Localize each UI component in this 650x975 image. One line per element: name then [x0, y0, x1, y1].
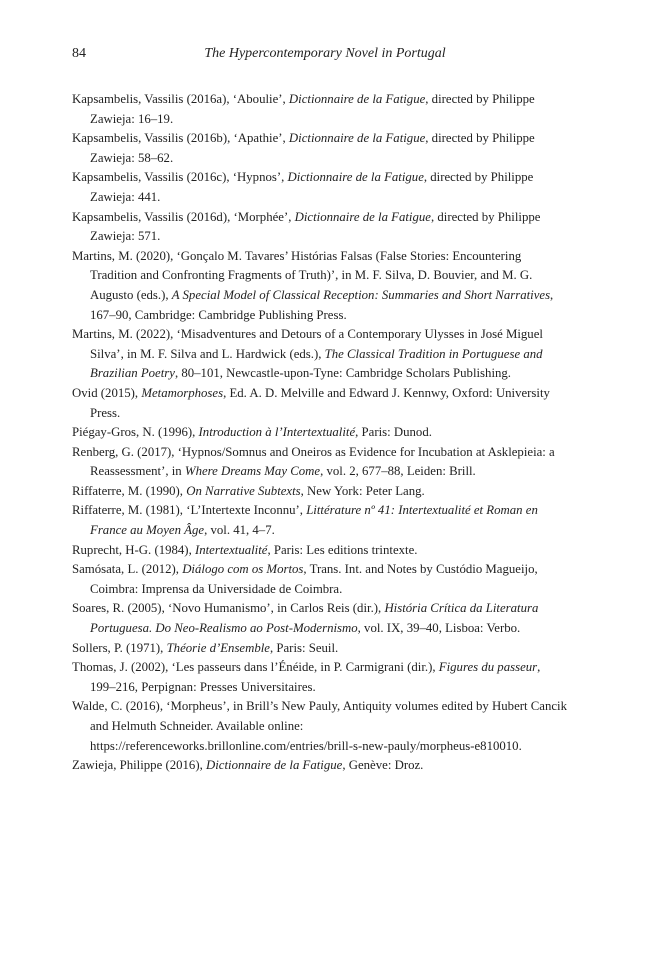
reference-list: [72, 90, 568, 776]
reference-title: On Narrative Subtexts: [186, 483, 301, 498]
running-header: The Hypercontemporary Novel in Portugal: [204, 46, 446, 61]
reference-entry: [72, 639, 568, 659]
reference-text: , vol. 2, 677–88, Leiden: Brill.: [320, 464, 476, 479]
reference-text: , vol. IX, 39–40, Lisboa: Verbo.: [357, 621, 521, 636]
reference-title: Metamorphoses: [141, 385, 224, 400]
reference-entry: [72, 501, 568, 540]
reference-text: Piégay-Gros, N. (1996),: [72, 425, 199, 440]
reference-text: Ruprecht, H-G. (1984),: [72, 542, 195, 557]
reference-text: , directed by Philippe Zawieja: 16–19.: [90, 92, 535, 126]
reference-title: Dictionnaire de la Fatigue: [294, 209, 431, 224]
reference-text: , Paris: Les editions trintexte.: [267, 542, 418, 557]
reference-text: Kapsambelis, Vassilis (2016b), ‘Apathie’,: [72, 131, 289, 146]
page-number: 84: [72, 46, 86, 61]
reference-entry: [72, 599, 568, 638]
reference-text: , directed by Philippe Zawieja: 441.: [90, 170, 534, 204]
reference-text: Walde, C. (2016), ‘Morpheus’, in Brill’s New Pauly, Antiquity volumes edited by Hubert Cancik and Helmuth Schneider. Available online: https://referenceworks.brillonline.com/entries/brill-s-new-pauly/morpheus-e810010.: [72, 699, 568, 753]
reference-entry: [72, 541, 568, 561]
reference-title: Diálogo com os Mortos: [182, 562, 304, 577]
reference-text: Ovid (2015),: [72, 385, 142, 400]
reference-text: , Paris: Seuil.: [269, 640, 339, 655]
reference-title: Dictionnaire de la Fatigue: [288, 131, 426, 146]
reference-text: Zawieja, Philippe (2016),: [72, 758, 206, 773]
reference-entry: [72, 560, 568, 599]
reference-title: Where Dreams May Come: [184, 464, 321, 479]
reference-text: Martins, M. (2020), ‘Gonçalo M. Tavares’ Histórias Falsas (False Stories: Encountering Tradition and Confronting Fragments of Truth)’, in M. F. Silva, D. Bouvier, and M. G. Augusto (eds.),: [72, 248, 533, 302]
reference-entry: [72, 208, 568, 247]
reference-text: Kapsambelis, Vassilis (2016a), ‘Aboulie’,: [72, 92, 289, 106]
reference-text: Soares, R. (2005), ‘Novo Humanismo’, in Carlos Reis (dir.),: [72, 601, 385, 616]
reference-text: , 199–216, Perpignan: Presses Universitaires.: [90, 660, 541, 694]
reference-entry: [72, 443, 568, 482]
reference-title: Figures du passeur: [438, 660, 538, 675]
reference-entry: [72, 384, 568, 423]
reference-title: Intertextualité: [194, 542, 268, 557]
reference-text: , Genève: Droz.: [342, 758, 424, 773]
reference-text: , 167–90, Cambridge: Cambridge Publishing Press.: [90, 287, 554, 322]
reference-text: , 80–101, Newcastle-upon-Tyne: Cambridge Scholars Publishing.: [174, 366, 511, 381]
reference-title: A Special Model of Classical Reception: Summaries and Short Narratives: [171, 287, 551, 302]
reference-text: Kapsambelis, Vassilis (2016d), ‘Morphée’,: [72, 209, 295, 224]
reference-text: , directed by Philippe Zawieja: 58–62.: [90, 131, 535, 165]
reference-title: Dictionnaire de la Fatigue: [287, 170, 424, 185]
reference-text: , New York: Peter Lang.: [300, 483, 425, 498]
reference-title: Dictionnaire de la Fatigue: [288, 92, 426, 106]
reference-title: História Crítica da Literatura Portuguesa. Do Neo-Realismo ao Post-Modernismo: [90, 601, 539, 636]
reference-title: Théorie d’Ensemble: [166, 640, 270, 655]
reference-text: Samósata, L. (2012),: [72, 562, 183, 577]
reference-entry: [72, 325, 568, 384]
reference-text: Martins, M. (2022), ‘Misadventures and Detours of a Contemporary Ulysses in José Miguel Silva’, in M. F. Silva and L. Hardwick (eds.),: [72, 327, 543, 361]
reference-entry: [72, 168, 568, 207]
reference-title: Dictionnaire de la Fatigue: [205, 758, 343, 773]
reference-text: , Ed. A. D. Melville and Edward J. Kennwy, Oxford: University Press.: [90, 385, 550, 420]
reference-text: Renberg, G. (2017), ‘Hypnos/Somnus and Oneiros as Evidence for Incubation at Asklepieia: a Reassessment’, in: [72, 444, 555, 479]
reference-entry: [72, 658, 568, 697]
reference-text: Riffaterre, M. (1981), ‘L’Intertexte Inconnu’,: [72, 503, 307, 518]
reference-entry: [72, 90, 568, 129]
reference-entry: [72, 423, 568, 443]
reference-text: Sollers, P. (1971),: [72, 640, 167, 655]
reference-entry: [72, 129, 568, 168]
reference-title: Littérature nº 41: Intertextualité et Roman en France au Moyen Âge: [90, 503, 538, 538]
reference-text: , directed by Philippe Zawieja: 571.: [90, 209, 541, 244]
reference-entry: [72, 482, 568, 502]
reference-text: , Paris: Dunod.: [355, 425, 432, 440]
reference-text: Riffaterre, M. (1990),: [72, 483, 187, 498]
reference-title: The Classical Tradition in Portuguese and Brazilian Poetry: [90, 346, 543, 381]
reference-entry: [72, 756, 568, 776]
reference-title: Introduction à l’Intertextualité: [198, 425, 356, 440]
reference-text: , Trans. Int. and Notes by Custódio Magueijo, Coimbra: Imprensa da Universidade de Coimbra.: [90, 562, 538, 596]
reference-text: Thomas, J. (2002), ‘Les passeurs dans l’Énéide, in P. Carmigrani (dir.),: [72, 660, 439, 675]
reference-text: Kapsambelis, Vassilis (2016c), ‘Hypnos’,: [72, 170, 288, 185]
reference-entry: [72, 697, 568, 756]
reference-text: , vol. 41, 4–7.: [204, 523, 275, 538]
reference-entry: [72, 247, 568, 325]
